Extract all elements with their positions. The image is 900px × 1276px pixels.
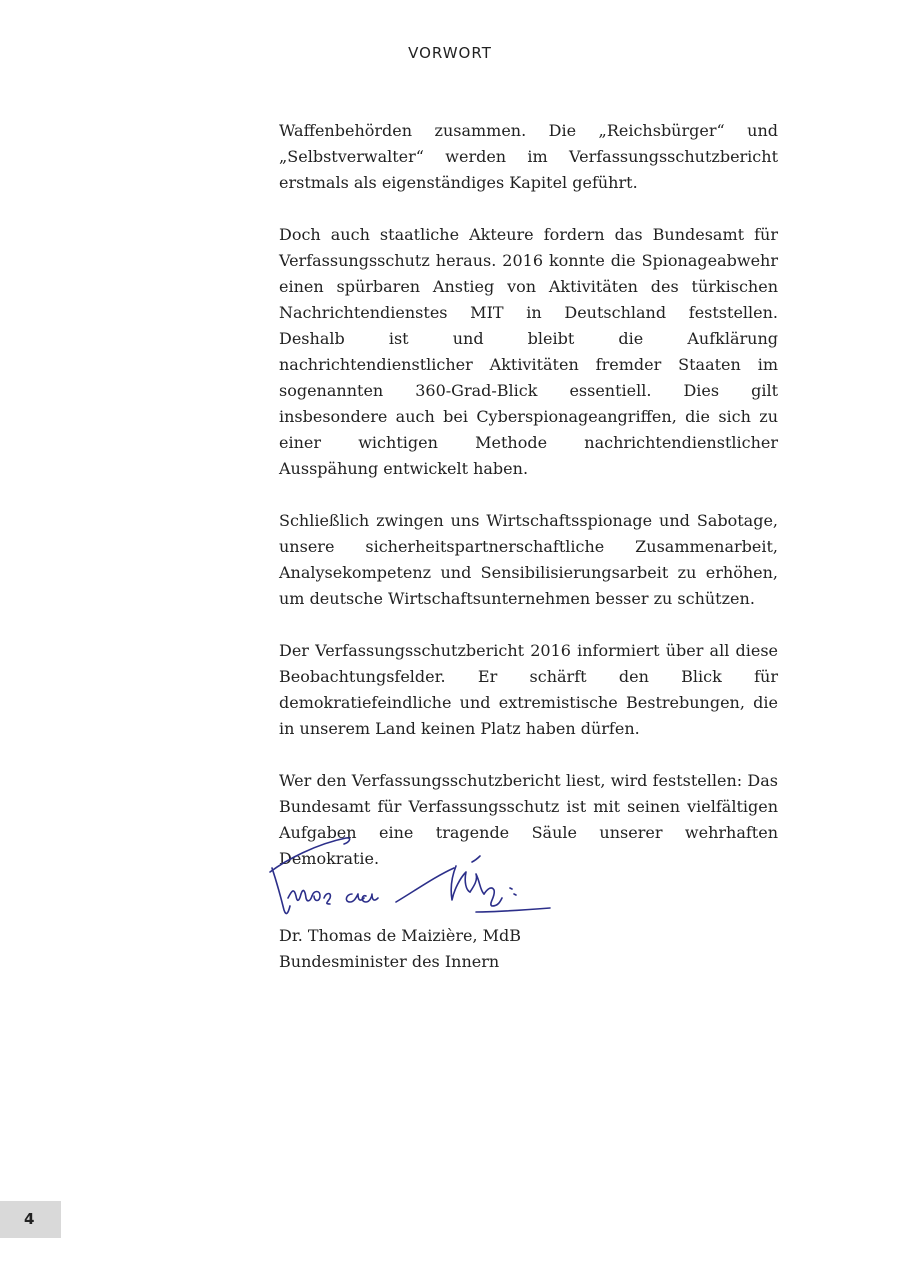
signature-stroke xyxy=(470,874,484,894)
signature-stroke xyxy=(270,838,350,872)
running-header: VORWORT xyxy=(408,44,492,62)
paragraph: Der Verfassungsschutzbericht 2016 informiert über all diese Beobachtungsfelder. Er schärft den Blick für demokratiefeindliche und extremistische Bestrebungen, die in unserem Land keinen Platz haben dürfen. xyxy=(279,641,778,738)
signature-stroke xyxy=(472,856,480,862)
signature-stroke xyxy=(476,908,550,912)
signature-stroke xyxy=(272,868,290,913)
signer-block xyxy=(279,923,521,975)
signature-stroke xyxy=(288,891,312,901)
signer-title: Bundesminister des Innern xyxy=(279,952,500,971)
signature-stroke xyxy=(451,866,470,900)
paragraph: Schließlich zwingen uns Wirtschaftsspionage und Sabotage, unsere sicherheitspartnerschaftliche Zusammenarbeit, Analysekompetenz und Sensibilisierungsarbeit zu erhöhen, um deutsche Wirtschaftsunternehmen besser zu schützen. xyxy=(279,511,778,608)
page-number: 4 xyxy=(24,1210,35,1228)
paragraph: Waffenbehörden zusammen. Die „Reichsbürger“ und „Selbstverwalter“ werden im Verfassungsschutzbericht erstmals als eigenständiges Kapitel geführt. xyxy=(279,121,778,192)
signature-stroke xyxy=(510,888,512,889)
signature-stroke xyxy=(312,892,320,901)
signer-name: Dr. Thomas de Maizière, MdB xyxy=(279,926,522,945)
handwritten-signature xyxy=(266,832,556,922)
paragraph: Doch auch staatliche Akteure fordern das Bundesamt für Verfassungsschutz heraus. 2016 konnte die Spionageabwehr einen spürbaren Anstieg von Aktivitäten des türkischen Nachrichtendienstes MIT in Deutschland feststellen. Deshalb ist und bleibt die Aufklärung nachrichtendienstlicher Aktivitäten fremder Staaten im sogenannten 360-Grad-Blick essentiell. Dies gilt insbesondere auch bei Cyberspionageangriffen, die sich zu einer wichtigen Methode nachrichtendienstlicher Ausspähung entwickelt haben. xyxy=(279,225,778,478)
signature-stroke xyxy=(396,868,454,902)
signature-stroke xyxy=(484,888,502,906)
signature-stroke xyxy=(346,894,364,902)
signature-stroke xyxy=(514,894,516,895)
signature-stroke xyxy=(324,894,330,905)
foreword-body xyxy=(279,118,778,898)
page-number-tab xyxy=(0,1201,61,1238)
paragraph: Wer den Verfassungsschutzbericht liest, wird feststellen: Das Bundesamt für Verfassungsschutz ist mit seinen vielfältigen Aufgaben eine tragende Säule unserer wehrhaften Demokratie. xyxy=(279,771,778,868)
